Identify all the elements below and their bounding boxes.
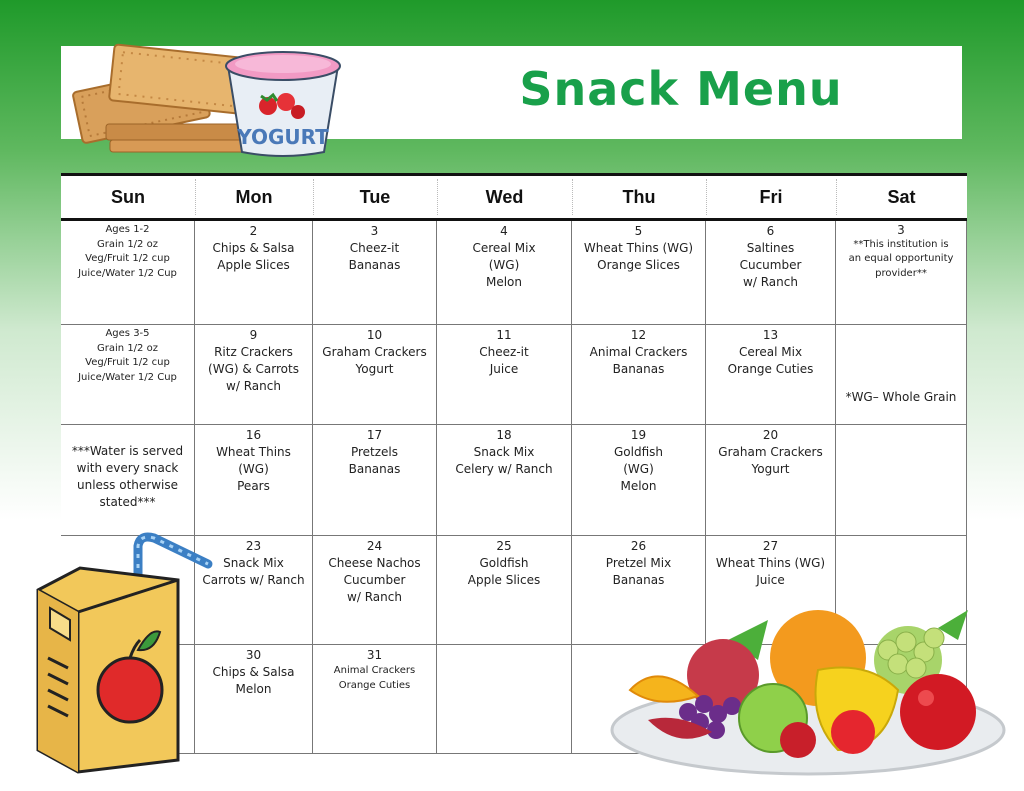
header-thu: Thu	[622, 187, 656, 207]
fruit-plate-image	[608, 600, 1008, 780]
empty-cell	[836, 425, 967, 536]
day-cell: 25 Goldfish Apple Slices	[437, 536, 572, 645]
day-cell: 24 Cheese Nachos Cucumber w/ Ranch	[313, 536, 437, 645]
day-cell: 18 Snack Mix Celery w/ Ranch	[437, 425, 572, 536]
day-cell: 27 Wheat Thins (WG) Juice	[706, 536, 836, 645]
day-cell: 13 Cereal Mix Orange Cuties	[706, 325, 836, 425]
crackers-yogurt-illustration	[36, 44, 346, 164]
sun-info-ages-3-5: Ages 3-5 Grain 1/2 oz Veg/Fruit 1/2 cup Juice/Water 1/2 Cup	[61, 325, 195, 425]
day-cell: 5 Wheat Thins (WG) Orange Slices	[572, 221, 706, 325]
day-cell: 20 Graham Crackers Yogurt	[706, 425, 836, 536]
page-title: Snack Menu	[519, 62, 843, 116]
header-wed: Wed	[485, 187, 524, 207]
sat-equal-opportunity-note: 3 **This institution is an equal opportunity provider**	[836, 221, 967, 325]
yogurt-cup-image	[226, 52, 340, 156]
sat-whole-grain-note: *WG– Whole Grain	[836, 325, 967, 425]
day-cell: 11 Cheez-it Juice	[437, 325, 572, 425]
day-cell: 6 Saltines Cucumber w/ Ranch	[706, 221, 836, 325]
header-mon: Mon	[235, 187, 273, 207]
day-cell: 10 Graham Crackers Yogurt	[313, 325, 437, 425]
juice-box-image	[30, 528, 210, 778]
header-fri: Fri	[759, 187, 783, 207]
empty-cell	[437, 645, 572, 754]
header-sun: Sun	[111, 187, 145, 207]
sun-water-note: ***Water is served with every snack unless otherwise stated***	[61, 425, 195, 536]
day-cell: 4 Cereal Mix (WG) Melon	[437, 221, 572, 325]
day-cell: 9 Ritz Crackers (WG) & Carrots w/ Ranch	[195, 325, 313, 425]
yogurt-label: YOGURT	[237, 125, 329, 149]
day-cell: 19 Goldfish (WG) Melon	[572, 425, 706, 536]
day-cell: 12 Animal Crackers Bananas	[572, 325, 706, 425]
day-cell: 2 Chips & Salsa Apple Slices	[195, 221, 313, 325]
day-cell: 26 Pretzel Mix Bananas	[572, 536, 706, 645]
day-cell: 31 Animal Crackers Orange Cuties	[313, 645, 437, 754]
day-cell: 16 Wheat Thins (WG) Pears	[195, 425, 313, 536]
header-tue: Tue	[359, 187, 391, 207]
day-cell: 23 Snack Mix Carrots w/ Ranch	[195, 536, 313, 645]
header-sat: Sat	[887, 187, 916, 207]
sun-info-ages-1-2: Ages 1-2 Grain 1/2 oz Veg/Fruit 1/2 cup Juice/Water 1/2 Cup	[61, 221, 195, 325]
day-cell: 30 Chips & Salsa Melon	[195, 645, 313, 754]
day-cell: 3 Cheez-it Bananas	[313, 221, 437, 325]
weekday-header-row	[61, 176, 967, 221]
day-cell: 17 Pretzels Bananas	[313, 425, 437, 536]
